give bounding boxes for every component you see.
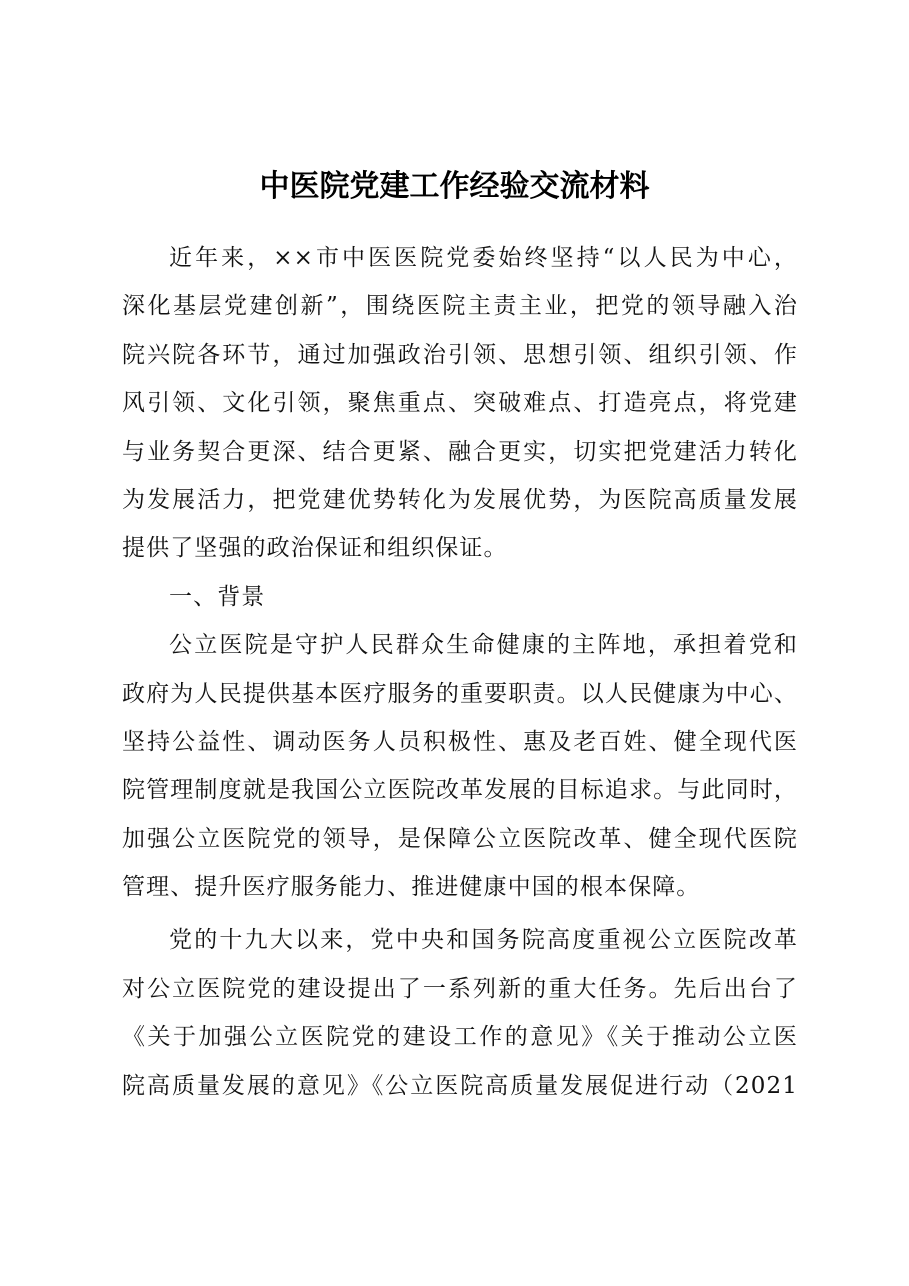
paragraph-3-line-2: 对公立医院党的建设提出了一系列新的重大任务。先后出台了 — [122, 975, 798, 1002]
paragraph-3-line-4: 院高质量发展的意见》《公立医院高质量发展促进行动（2021 — [122, 1072, 798, 1099]
paragraph-2-line-1: 公立医院是守护人民群众生命健康的主阵地，承担着党和 — [169, 632, 798, 659]
paragraph-2-line-5: 加强公立医院党的领导，是保障公立医院改革、健全现代医院 — [122, 825, 798, 852]
paragraph-2-line-2: 政府为人民提供基本医疗服务的重要职责。以人民健康为中心、 — [122, 680, 798, 707]
paragraph-1-line-3: 院兴院各环节，通过加强政治引领、思想引领、组织引领、作 — [122, 341, 798, 368]
paragraph-1-line-6: 为发展活力，把党建优势转化为发展优势，为医院高质量发展 — [122, 486, 798, 513]
paragraph-1-line-7: 提供了坚强的政治保证和组织保证。 — [122, 535, 508, 562]
paragraph-3-line-1: 党的十九大以来，党中央和国务院高度重视公立医院改革 — [169, 927, 798, 954]
section-heading-background: 一、背景 — [169, 583, 266, 610]
document-body — [122, 238, 798, 1114]
paragraph-1-line-4: 风引领、文化引领，聚焦重点、突破难点、打造亮点，将党建 — [122, 390, 798, 417]
paragraph-2-line-4: 院管理制度就是我国公立医院改革发展的目标追求。与此同时， — [122, 777, 798, 804]
paragraph-1-line-1: 近年来，××市中医医院党委始终坚持“以人民为中心， — [169, 245, 798, 271]
paragraph-2-line-6: 管理、提升医疗服务能力、推进健康中国的根本保障。 — [122, 874, 701, 901]
document-title: 中医院党建工作经验交流材料 — [259, 169, 650, 204]
paragraph-3-line-3: 《关于加强公立医院党的建设工作的意见》《关于推动公立医 — [122, 1024, 798, 1051]
paragraph-1-line-2: 深化基层党建创新”，围绕医院主责主业，把党的领导融入治 — [122, 293, 798, 320]
paragraph-1-line-5: 与业务契合更深、结合更紧、融合更实，切实把党建活力转化 — [122, 438, 798, 465]
paragraph-2-line-3: 坚持公益性、调动医务人员积极性、惠及老百姓、健全现代医 — [122, 728, 798, 755]
